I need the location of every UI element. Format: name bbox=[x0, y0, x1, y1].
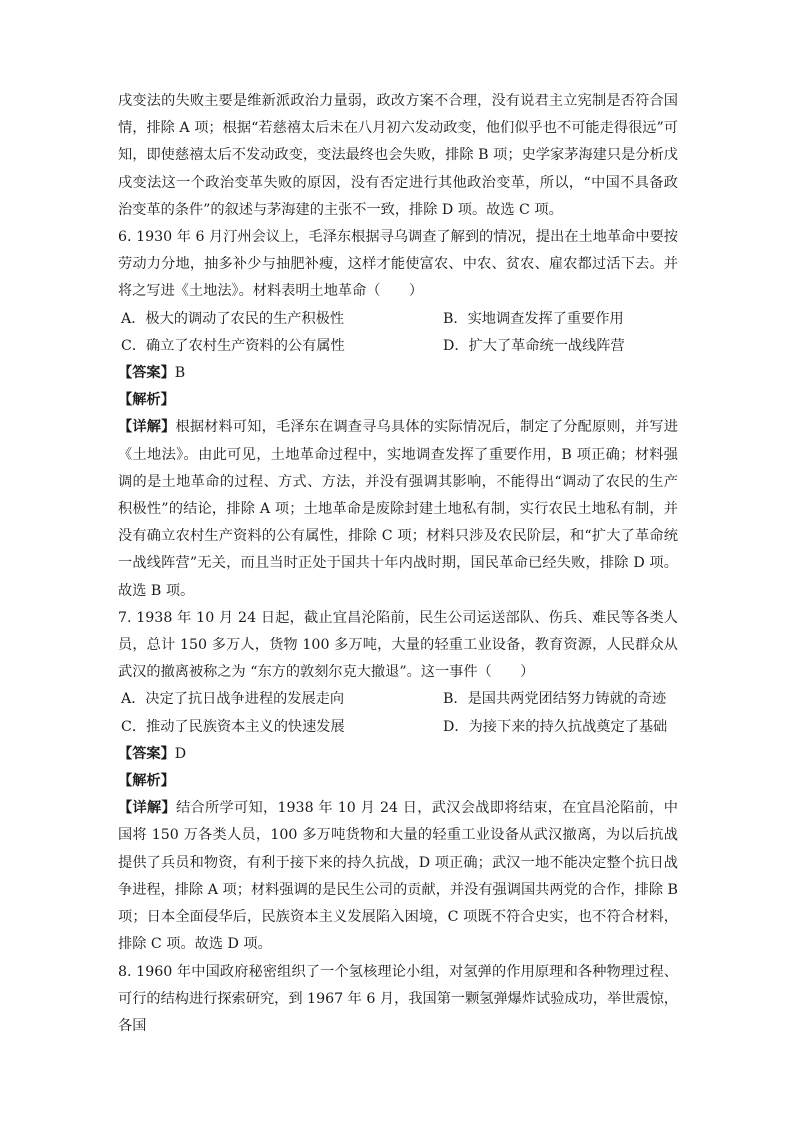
detail-text: 根据材料可知，毛泽东在调查寻乌具体的实际情况后，制定了分配原则，并写进《土地法》。由此可见，土地革命过程中，实地调查发挥了重要作用，B 项正确；材料强调的是土地革命的过程、方式、方法，并没有强调其影响，不能得出“调动了农民的生产积极性”的结论，排除 A 项；土地革命是废除封建土地私有制，实行农民土地私有制，并没有确立农村生产资料的公有属性，排除 C 项；材料只涉及农民阶层，和“扩大了革命统一战线阵营”无关，而且当时正处于国共十年内战时期，国民革命已经失败，排除 D 项。故选 B 项。 bbox=[118, 419, 678, 599]
q7-answer bbox=[118, 741, 678, 768]
q7-detail bbox=[118, 795, 678, 958]
q6-option-b: B．实地调查发挥了重要作用 bbox=[443, 310, 624, 327]
q6-options-row-1 bbox=[118, 306, 678, 333]
q7-options-row-1 bbox=[118, 686, 678, 713]
q7-option-c: C．推动了民族资本主义的快速发展 bbox=[121, 718, 345, 735]
q7-analysis-heading bbox=[118, 768, 678, 795]
q7-stem: 7. 1938 年 10 月 24 日起，截止宜昌沦陷前，民生公司运送部队、伤兵、难民等各类人员，总计 150 多万人，货物 100 多万吨，大量的轻重工业设备，教育资源，人民群众从武汉的撤离被称之为 “东方的敦刻尔克大撤退”。这一事件（ ） bbox=[118, 609, 678, 681]
detail-tag: 【详解】 bbox=[118, 419, 176, 436]
q6-options-row-2 bbox=[118, 333, 678, 360]
q7-option-d: D．为接下来的持久抗战奠定了基础 bbox=[443, 718, 668, 735]
q8-stem: 8. 1960 年中国政府秘密组织了一个氢核理论小组，对氢弹的作用原理和各种物理过程、可行的结构进行探索研究，到 1967 年 6 月，我国第一颗氢弹爆炸试验成功，举世震惊，各国 bbox=[118, 963, 678, 1034]
q6-answer bbox=[118, 360, 678, 387]
detail-text: 结合所学可知，1938 年 10 月 24 日，武汉会战即将结束，在宜昌沦陷前，中国将 150 万各类人员，100 多万吨货物和大量的轻重工业设备从武汉撤离，为以后抗战提供了兵员和物资，有利于接下来的持久抗战，D 项正确；武汉一地不能决定整个抗日战争进程，排除 A 项；材料强调的是民生公司的贡献，并没有强调国共两党的合作，排除 B 项；日本全面侵华后，民族资本主义发展陷入困境，C 项既不符合史实，也不符合材料，排除 C 项。故选 D 项。 bbox=[118, 800, 678, 953]
analysis-tag: 【解析】 bbox=[118, 773, 175, 790]
q6-analysis-heading bbox=[118, 387, 678, 414]
analysis-tag: 【解析】 bbox=[118, 392, 175, 409]
q7-option-a: A．决定了抗日战争进程的发展走向 bbox=[121, 691, 345, 708]
document-body bbox=[118, 88, 678, 1040]
q6-option-d: D．扩大了革命统一战线阵营 bbox=[443, 337, 625, 354]
answer-value: B bbox=[174, 365, 186, 382]
detail-tag: 【详解】 bbox=[118, 800, 176, 817]
answer-tag: 【答案】 bbox=[118, 745, 175, 762]
q7-option-b: B．是国共两党团结努力铸就的奇迹 bbox=[443, 691, 667, 708]
q6-detail bbox=[118, 414, 678, 604]
q6-option-c: C．确立了农村生产资料的公有属性 bbox=[121, 337, 345, 354]
answer-tag: 【答案】 bbox=[118, 365, 175, 382]
answer-value: D bbox=[174, 745, 187, 762]
q6-option-a: A．极大的调动了农民的生产积极性 bbox=[121, 310, 345, 327]
q5-analysis-continuation: 戌变法的失败主要是维新派政治力量弱，政改方案不合理，没有说君主立宪制是否符合国情，排除 A 项；根据“若慈禧太后未在八月初六发动政变，他们似乎也不可能走得很远”可知，即使慈禧太后不发动政变，变法最终也会失败，排除 B 项；史学家茅海建只是分析戊戌变法这一个政治变革失败的原因，没有否定进行其他政治变革，所以，“中国不具备政治变革的条件”的叙述与茅海建的主张不一致，排除 D 项。故选 C 项。 bbox=[118, 93, 678, 218]
q6-stem: 6. 1930 年 6 月汀州会议上，毛泽东根据寻乌调查了解到的情况，提出在土地革命中要按劳动力分地，抽多补少与抽肥补瘦，这样才能使富农、中农、贫农、雇农都过活下去。并将之写进《土地法》。材料表明土地革命（ ） bbox=[118, 229, 678, 300]
q7-options-row-2 bbox=[118, 714, 678, 741]
